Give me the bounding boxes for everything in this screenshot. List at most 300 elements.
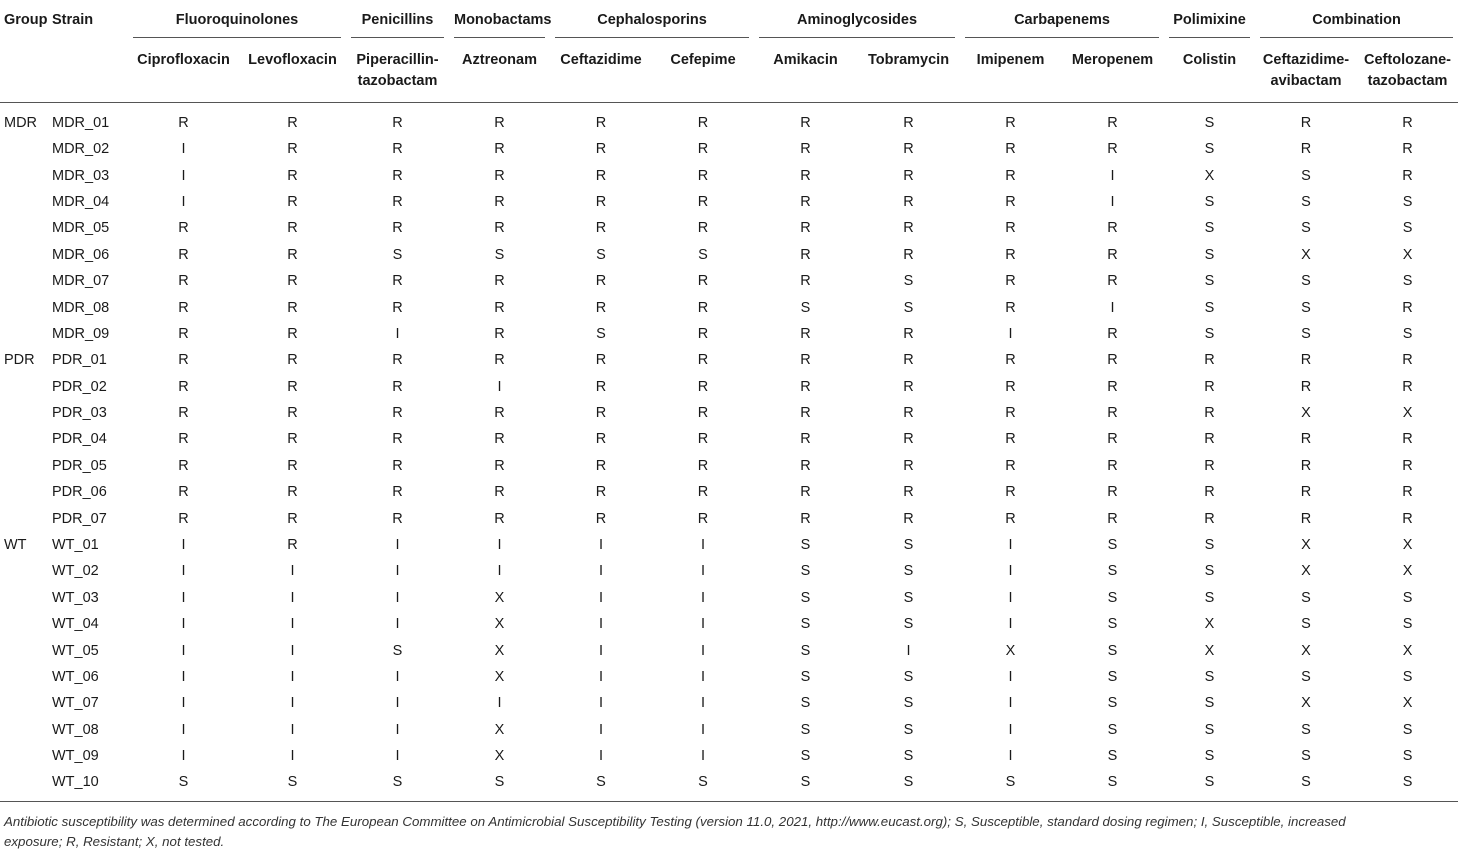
susceptibility-cell: R — [595, 193, 607, 210]
susceptibility-cell: S — [1204, 537, 1215, 554]
susceptibility-cell: R — [494, 115, 505, 132]
susceptibility-cell: R — [178, 457, 189, 474]
susceptibility-cell: R — [1005, 273, 1016, 290]
group-cell: PDR — [4, 352, 35, 369]
susceptibility-cell: R — [1005, 220, 1016, 237]
susceptibility-cell: R — [287, 193, 298, 210]
susceptibility-cell: R — [800, 405, 811, 422]
class-header-label: Aminoglycosides — [759, 12, 955, 38]
susceptibility-cell: R — [1107, 431, 1118, 448]
susceptibility-cell: R — [178, 405, 189, 422]
susceptibility-cell: R — [1204, 484, 1215, 501]
susceptibility-cell: R — [595, 378, 607, 395]
susceptibility-cell: S — [596, 325, 606, 342]
group-cell — [0, 426, 48, 452]
susceptibility-cell: R — [1005, 405, 1016, 422]
antibiotic-class-row — [0, 0, 1458, 38]
susceptibility-cell: I — [290, 721, 295, 738]
susceptibility-cell: R — [494, 431, 505, 448]
antibiotic-header — [652, 38, 754, 102]
susceptibility-cell: R — [1005, 510, 1016, 527]
susceptibility-cell: R — [178, 484, 189, 501]
susceptibility-cell: S — [960, 769, 1061, 801]
susceptibility-cell: R — [392, 167, 403, 184]
class-header — [346, 0, 449, 38]
susceptibility-cell: I — [181, 695, 186, 712]
susceptibility-cell: R — [494, 352, 505, 369]
group-cell — [0, 374, 48, 400]
group-cell — [0, 717, 48, 743]
susceptibility-cell: S — [1357, 769, 1458, 801]
susceptibility-cell: I — [1110, 193, 1115, 210]
antibiotic-header-line: Ceftazidime- — [1262, 52, 1350, 68]
susceptibility-cell: R — [1300, 484, 1312, 501]
class-header — [128, 0, 346, 38]
susceptibility-cell: R — [1402, 431, 1413, 448]
group-cell — [0, 558, 48, 584]
antibiotic-header-line: Amikacin — [773, 52, 838, 68]
susceptibility-cell: R — [392, 299, 403, 316]
table-row — [0, 400, 1458, 426]
class-header — [1255, 0, 1458, 38]
susceptibility-cell: X — [1204, 616, 1215, 633]
susceptibility-cell: I — [1008, 669, 1013, 685]
class-header — [449, 0, 550, 38]
susceptibility-cell: R — [1300, 431, 1312, 448]
susceptibility-cell: R — [903, 115, 914, 132]
susceptibility-cell: S — [1301, 299, 1311, 316]
susceptibility-cell: R — [392, 405, 403, 422]
susceptibility-cell: S — [1402, 325, 1413, 342]
strain-cell: PDR_06 — [52, 484, 107, 501]
susceptibility-cell: S — [903, 273, 914, 290]
susceptibility-cell: S — [596, 246, 606, 263]
group-cell — [0, 505, 48, 531]
susceptibility-cell: S — [1107, 563, 1118, 580]
group-cell — [0, 215, 48, 241]
group-header-spacer — [0, 38, 48, 102]
strain-cell: PDR_07 — [52, 510, 107, 527]
susceptibility-cell: X — [494, 669, 505, 685]
susceptibility-cell: R — [494, 193, 505, 210]
susceptibility-cell: S — [1301, 721, 1311, 738]
strain-cell: WT_05 — [52, 642, 99, 659]
susceptibility-cell: R — [392, 484, 403, 501]
strain-cell: WT_07 — [52, 695, 99, 712]
susceptibility-cell: S — [800, 616, 811, 633]
susceptibility-cell: S — [903, 537, 914, 554]
susceptibility-cell: S — [1301, 220, 1311, 237]
susceptibility-cell: S — [1107, 669, 1118, 685]
table-row — [0, 690, 1458, 716]
susceptibility-cell: I — [598, 642, 604, 659]
susceptibility-cell: R — [595, 220, 607, 237]
susceptibility-cell: R — [1204, 405, 1215, 422]
susceptibility-cell: R — [697, 352, 709, 369]
susceptibility-cell: S — [1301, 325, 1311, 342]
susceptibility-cell: S — [1301, 589, 1311, 606]
susceptibility-cell: I — [497, 563, 502, 580]
susceptibility-cell: R — [178, 273, 189, 290]
susceptibility-cell: I — [598, 721, 604, 738]
class-header-label: Cephalosporins — [555, 12, 749, 38]
strain-cell: WT_01 — [52, 537, 99, 554]
susceptibility-cell: S — [903, 563, 914, 580]
susceptibility-cell: R — [1107, 220, 1118, 237]
susceptibility-cell: I — [290, 669, 295, 685]
susceptibility-cell: R — [903, 484, 914, 501]
susceptibility-cell: R — [800, 431, 811, 448]
susceptibility-cell: R — [697, 273, 709, 290]
susceptibility-cell: S — [903, 669, 914, 685]
antibiotic-header-line: Ceftolozane- — [1364, 52, 1452, 68]
susceptibility-cell: I — [700, 695, 706, 712]
susceptibility-cell: R — [392, 457, 403, 474]
susceptibility-cell: I — [395, 721, 400, 738]
susceptibility-cell: R — [1300, 510, 1312, 527]
susceptibility-cell: X — [1005, 642, 1016, 659]
susceptibility-cell: S — [1402, 589, 1413, 606]
susceptibility-cell: S — [392, 642, 403, 659]
susceptibility-cell: R — [178, 431, 189, 448]
susceptibility-cell: I — [181, 563, 186, 580]
table-row — [0, 268, 1458, 294]
susceptibility-cell: S — [903, 589, 914, 606]
susceptibility-cell: I — [1008, 616, 1013, 633]
class-header-label: Polimixine — [1169, 12, 1250, 38]
table-body — [0, 102, 1458, 801]
susceptibility-cell: R — [697, 457, 709, 474]
susceptibility-cell: R — [903, 352, 914, 369]
group-cell — [0, 268, 48, 294]
antibiotic-header-line: Cefepime — [670, 52, 736, 68]
susceptibility-cell: R — [1204, 457, 1215, 474]
table-row — [0, 136, 1458, 162]
susceptibility-cell: R — [287, 273, 298, 290]
susceptibility-cell: S — [1301, 167, 1311, 184]
susceptibility-cell: I — [1008, 748, 1013, 765]
susceptibility-cell: X — [1301, 695, 1311, 712]
footnote-line-1: Antibiotic susceptibility was determined according to The European Committee on Antimicrobial Susceptibility Testing (version 11.0, 2021, http://www.eucast.org); S, Susceptible, standard dosing regimen; I, Susceptible, increased — [4, 814, 1346, 829]
susceptibility-cell: R — [178, 299, 189, 316]
table-row — [0, 611, 1458, 637]
susceptibility-cell: S — [1204, 325, 1215, 342]
susceptibility-cell: S — [903, 721, 914, 738]
susceptibility-cell: X — [1402, 405, 1413, 422]
susceptibility-cell: X — [1204, 167, 1215, 184]
susceptibility-cell: X — [1402, 695, 1413, 712]
susceptibility-cell: I — [395, 325, 400, 342]
susceptibility-cell: I — [700, 537, 706, 554]
susceptibility-cell: S — [1301, 748, 1311, 765]
susceptibility-cell: R — [287, 246, 298, 263]
strain-cell: MDR_05 — [52, 220, 110, 237]
susceptibility-cell: R — [697, 115, 709, 132]
susceptibility-cell: R — [903, 141, 914, 158]
susceptibility-cell: I — [181, 669, 186, 685]
susceptibility-cell: R — [697, 299, 709, 316]
strain-cell: WT_02 — [52, 563, 99, 580]
susceptibility-cell: R — [800, 510, 811, 527]
strain-cell: MDR_03 — [52, 167, 110, 184]
susceptibility-cell: R — [287, 299, 298, 316]
susceptibility-cell: R — [697, 378, 709, 395]
susceptibility-cell: R — [1402, 352, 1413, 369]
antibiotic-header — [1255, 38, 1357, 102]
class-header-label: Fluoroquinolones — [133, 12, 341, 38]
susceptibility-cell: S — [239, 769, 346, 801]
susceptibility-cell: S — [800, 695, 811, 712]
susceptibility-cell: S — [1204, 246, 1215, 263]
susceptibility-cell: S — [1204, 115, 1215, 132]
susceptibility-cell: R — [1402, 141, 1413, 158]
susceptibility-cell: X — [1402, 537, 1413, 554]
table-row — [0, 558, 1458, 584]
susceptibility-cell: X — [1301, 563, 1311, 580]
susceptibility-cell: R — [392, 431, 403, 448]
susceptibility-cell: X — [1402, 563, 1413, 580]
susceptibility-cell: I — [181, 193, 186, 210]
antibiotic-header-line: Levofloxacin — [248, 52, 337, 68]
susceptibility-cell: S — [1204, 273, 1215, 290]
susceptibility-cell: R — [1005, 484, 1016, 501]
susceptibility-cell: R — [392, 193, 403, 210]
antibiotic-header — [239, 38, 346, 102]
susceptibility-cell: R — [697, 325, 709, 342]
susceptibility-cell: R — [178, 378, 189, 395]
susceptibility-cell: R — [1005, 141, 1016, 158]
class-header — [1164, 0, 1255, 38]
group-cell — [0, 294, 48, 320]
susceptibility-cell: R — [1005, 431, 1016, 448]
susceptibility-cell: S — [1204, 220, 1215, 237]
antibiotic-header — [550, 38, 652, 102]
table-row — [0, 294, 1458, 320]
susceptibility-cell: I — [1110, 299, 1115, 316]
antibiotic-header — [449, 38, 550, 102]
susceptibility-cell: X — [494, 642, 505, 659]
susceptibility-cell: R — [903, 510, 914, 527]
susceptibility-cell: R — [1402, 510, 1413, 527]
strain-cell: MDR_02 — [52, 141, 110, 158]
class-header-label: Combination — [1260, 12, 1453, 38]
susceptibility-cell: S — [1301, 669, 1311, 685]
susceptibility-cell: R — [903, 167, 914, 184]
susceptibility-cell: R — [1005, 457, 1016, 474]
susceptibility-cell: R — [1107, 325, 1118, 342]
antibiotic-header-line: Imipenem — [976, 52, 1045, 68]
antibiotic-header — [346, 38, 449, 102]
susceptibility-cell: S — [903, 616, 914, 633]
class-header — [960, 0, 1164, 38]
susceptibility-cell: S — [800, 299, 811, 316]
susceptibility-cell: S — [800, 563, 811, 580]
susceptibility-cell: I — [497, 378, 502, 395]
susceptibility-cell: I — [395, 748, 400, 765]
susceptibility-cell: S — [1204, 141, 1215, 158]
susceptibility-cell: R — [697, 484, 709, 501]
susceptibility-cell: I — [181, 642, 186, 659]
group-header: Group — [4, 12, 48, 28]
susceptibility-cell: R — [1107, 457, 1118, 474]
footnote-line-2: exposure; R, Resistant; X, not tested. — [4, 834, 225, 849]
susceptibility-cell: S — [392, 246, 403, 263]
antibiotic-header-line: Colistin — [1182, 52, 1237, 68]
table-row — [0, 321, 1458, 347]
susceptibility-cell: R — [697, 141, 709, 158]
susceptibility-cell: S — [1107, 695, 1118, 712]
susceptibility-cell: R — [494, 405, 505, 422]
susceptibility-cell: R — [595, 510, 607, 527]
susceptibility-cell: I — [700, 616, 706, 633]
susceptibility-cell: R — [1107, 484, 1118, 501]
table-row — [0, 532, 1458, 558]
susceptibility-cell: R — [1107, 405, 1118, 422]
class-header — [754, 0, 960, 38]
susceptibility-cell: I — [181, 141, 186, 158]
susceptibility-cell: R — [595, 352, 607, 369]
susceptibility-cell: R — [903, 405, 914, 422]
antibiotic-header — [1357, 38, 1458, 102]
susceptibility-cell: R — [1300, 378, 1312, 395]
susceptibility-cell: I — [181, 616, 186, 633]
susceptibility-cell: R — [287, 141, 298, 158]
susceptibility-cell: X — [494, 616, 505, 633]
susceptibility-cell: I — [395, 589, 400, 606]
susceptibility-cell: R — [494, 220, 505, 237]
susceptibility-cell: S — [1301, 616, 1311, 633]
strain-cell: MDR_09 — [52, 325, 110, 342]
susceptibility-cell: S — [1107, 721, 1118, 738]
strain-cell: WT_09 — [52, 748, 99, 765]
susceptibility-cell: I — [598, 589, 604, 606]
susceptibility-cell: R — [494, 167, 505, 184]
susceptibility-cell: I — [700, 748, 706, 765]
susceptibility-cell: R — [903, 193, 914, 210]
susceptibility-cell: S — [1402, 669, 1413, 685]
susceptibility-cell: I — [1110, 167, 1115, 184]
antibiotic-header-line: Ciprofloxacin — [137, 52, 230, 68]
susceptibility-cell: I — [700, 563, 706, 580]
susceptibility-cell: S — [698, 246, 708, 263]
susceptibility-cell: R — [494, 325, 505, 342]
susceptibility-cell: S — [800, 537, 811, 554]
susceptibility-cell: R — [1300, 457, 1312, 474]
table-row — [0, 479, 1458, 505]
susceptibility-cell: I — [598, 537, 604, 554]
susceptibility-cell: R — [178, 325, 189, 342]
susceptibility-cell: R — [697, 220, 709, 237]
susceptibility-cell: S — [754, 769, 857, 801]
susceptibility-cell: R — [287, 457, 298, 474]
susceptibility-cell: R — [1402, 115, 1413, 132]
strain-cell: PDR_05 — [52, 457, 107, 474]
susceptibility-cell: R — [494, 299, 505, 316]
susceptibility-cell: R — [392, 141, 403, 158]
susceptibility-cell: R — [595, 405, 607, 422]
susceptibility-cell: R — [392, 352, 403, 369]
susceptibility-cell: S — [1301, 273, 1311, 290]
susceptibility-cell: R — [1300, 352, 1312, 369]
susceptibility-cell: S — [1204, 563, 1215, 580]
susceptibility-cell: S — [1204, 721, 1215, 738]
susceptibility-cell: R — [1300, 115, 1312, 132]
antibiotic-header — [1061, 38, 1164, 102]
table-row — [0, 374, 1458, 400]
susceptibility-cell: X — [1301, 537, 1311, 554]
susceptibility-cell: I — [181, 589, 186, 606]
susceptibility-cell: R — [494, 510, 505, 527]
susceptibility-cell: R — [1005, 378, 1016, 395]
susceptibility-cell: R — [800, 378, 811, 395]
susceptibility-cell: R — [287, 537, 298, 554]
susceptibility-cell: R — [178, 220, 189, 237]
susceptibility-cell: R — [392, 115, 403, 132]
susceptibility-cell: R — [287, 431, 298, 448]
susceptibility-cell: R — [287, 378, 298, 395]
table-row — [0, 505, 1458, 531]
susceptibility-cell: S — [903, 695, 914, 712]
susceptibility-cell: I — [290, 642, 295, 659]
susceptibility-cell: R — [903, 220, 914, 237]
susceptibility-cell: S — [1164, 769, 1255, 801]
group-cell — [0, 769, 48, 801]
susceptibility-cell: R — [595, 115, 607, 132]
susceptibility-cell: R — [1204, 378, 1215, 395]
susceptibility-cell: R — [287, 167, 298, 184]
susceptibility-cell: R — [287, 405, 298, 422]
susceptibility-cell: R — [392, 220, 403, 237]
susceptibility-cell: R — [1402, 299, 1413, 316]
susceptibility-cell: R — [595, 141, 607, 158]
susceptibility-cell: R — [392, 378, 403, 395]
susceptibility-cell: X — [494, 721, 505, 738]
antibiotic-name-row — [0, 38, 1458, 102]
susceptibility-cell: R — [595, 431, 607, 448]
susceptibility-cell: R — [800, 246, 811, 263]
susceptibility-cell: X — [1204, 642, 1215, 659]
group-cell — [0, 637, 48, 663]
table-row — [0, 637, 1458, 663]
strain-cell: MDR_04 — [52, 193, 110, 210]
susceptibility-cell: S — [1301, 193, 1311, 210]
susceptibility-cell: R — [1107, 378, 1118, 395]
susceptibility-cell: R — [1005, 352, 1016, 369]
susceptibility-cell: S — [1107, 642, 1118, 659]
susceptibility-cell: I — [598, 669, 604, 685]
group-cell — [0, 453, 48, 479]
susceptibility-cell: I — [497, 695, 502, 712]
susceptibility-cell: R — [697, 167, 709, 184]
susceptibility-cell: R — [800, 193, 811, 210]
susceptibility-cell: X — [1301, 405, 1311, 422]
group-cell: WT — [4, 537, 27, 554]
susceptibility-cell: I — [290, 563, 295, 580]
susceptibility-cell: R — [494, 141, 505, 158]
susceptibility-cell: R — [1107, 141, 1118, 158]
susceptibility-cell: S — [652, 769, 754, 801]
table-row — [0, 664, 1458, 690]
susceptibility-cell: X — [1402, 642, 1413, 659]
table-row — [0, 453, 1458, 479]
strain-cell: PDR_01 — [52, 352, 107, 369]
susceptibility-cell: R — [1005, 115, 1016, 132]
susceptibility-cell: R — [1402, 167, 1413, 184]
susceptibility-cell: S — [1402, 220, 1413, 237]
class-header-label: Penicillins — [351, 12, 444, 38]
group-cell — [0, 242, 48, 268]
table-row — [0, 189, 1458, 215]
